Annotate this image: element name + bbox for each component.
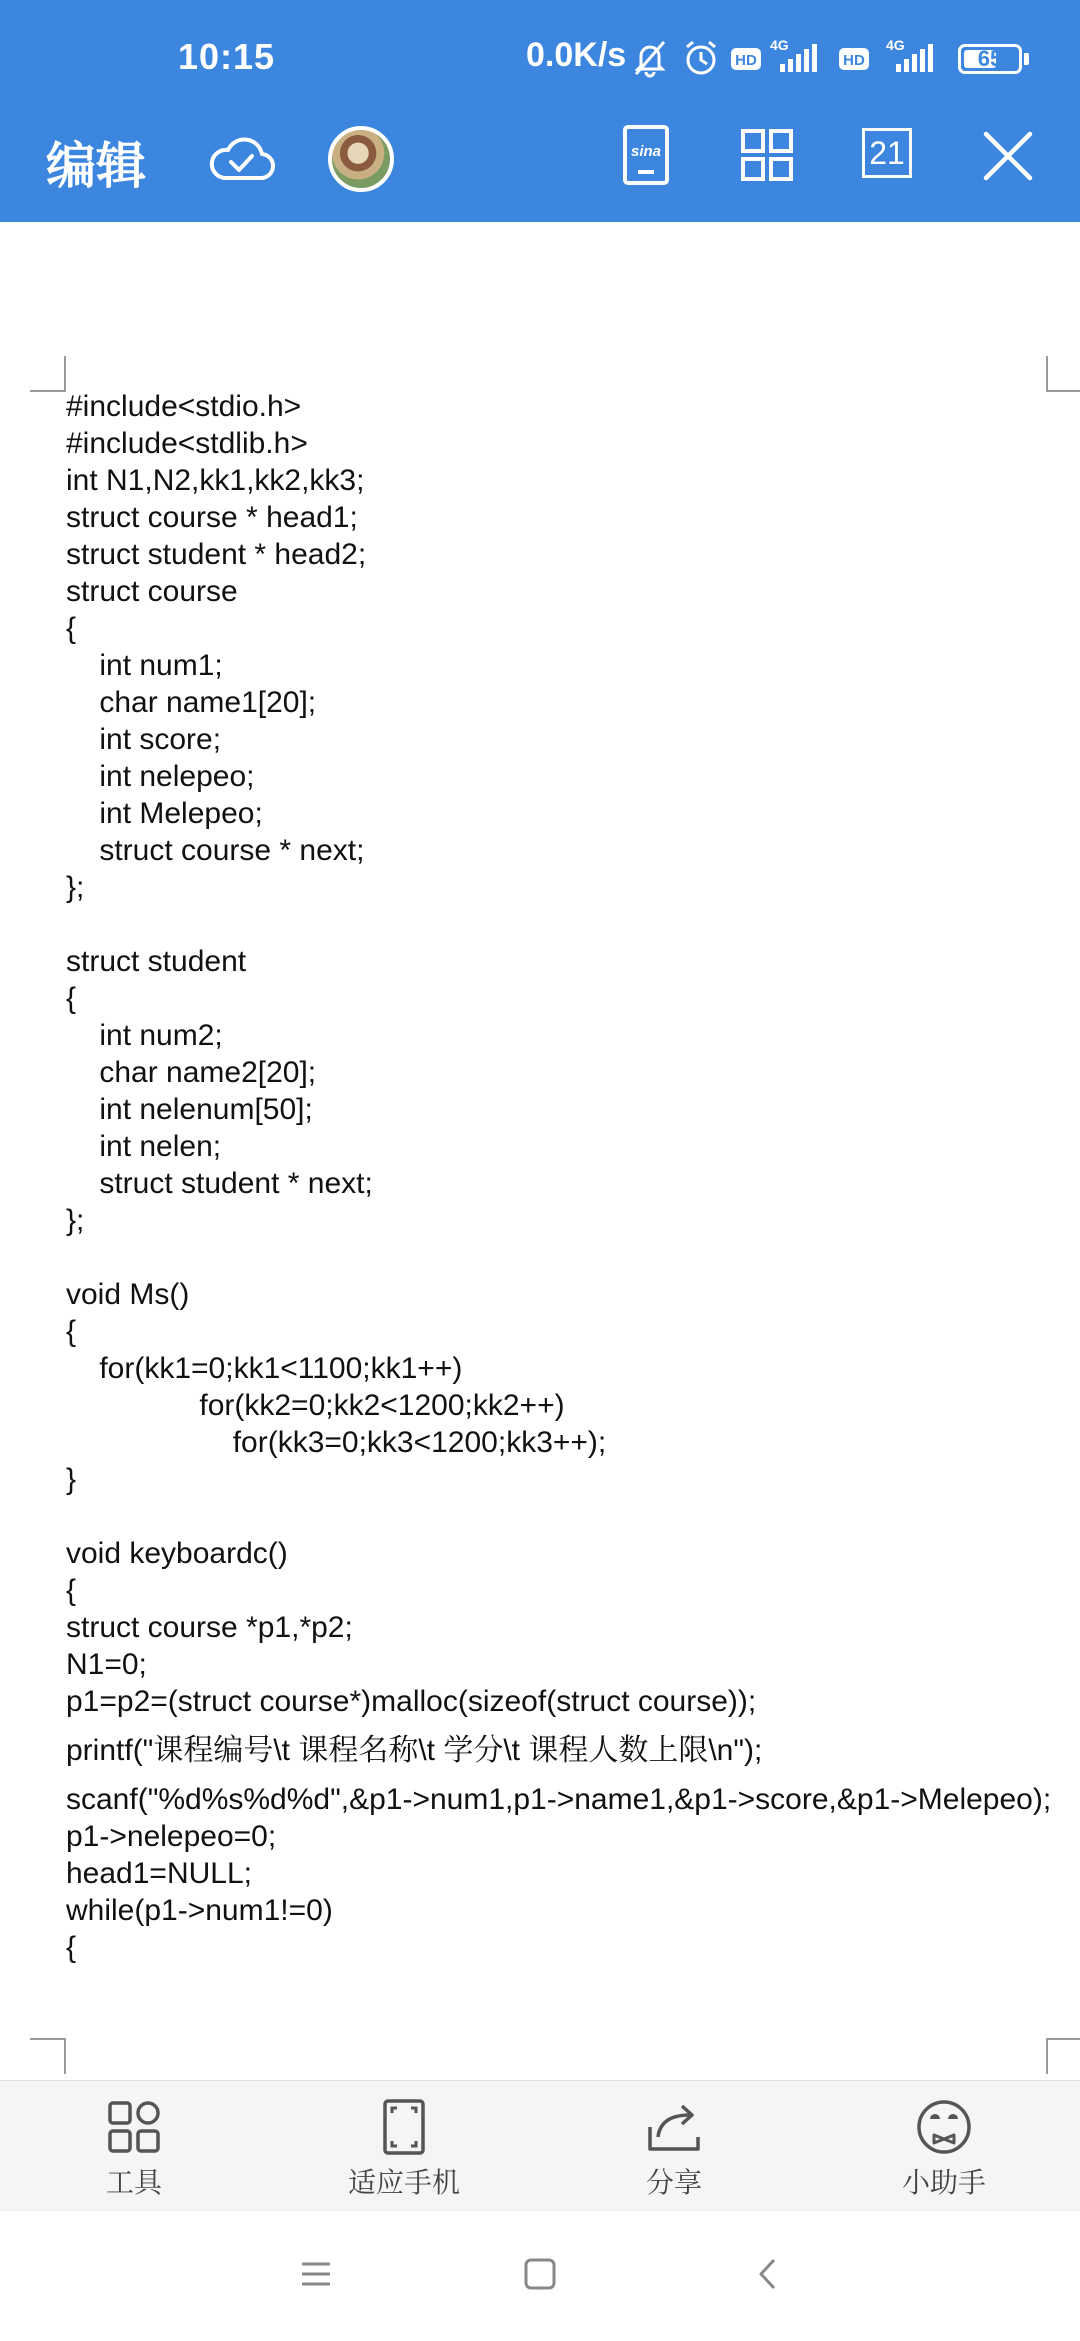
assistant-label: 小助手 bbox=[901, 2166, 986, 2199]
assistant-face-icon bbox=[914, 2097, 974, 2157]
code-line: int num1; bbox=[66, 649, 223, 682]
code-line: { bbox=[66, 612, 77, 645]
code-line: { bbox=[66, 1931, 77, 1964]
code-line: char name1[20]; bbox=[66, 686, 317, 719]
assistant-button[interactable] bbox=[844, 2081, 1044, 2211]
back-icon[interactable] bbox=[750, 2256, 786, 2292]
code-line: struct student * head2; bbox=[66, 538, 367, 571]
status-time: 10:15 bbox=[178, 36, 276, 77]
code-line: char name2[20]; bbox=[66, 1056, 317, 1089]
code-line: struct student * next; bbox=[66, 1167, 373, 1200]
tools-grid-icon bbox=[104, 2097, 164, 2157]
tools-button[interactable] bbox=[34, 2081, 234, 2211]
code-line: for(kk2=0;kk2<1200;kk2++) bbox=[66, 1389, 565, 1422]
code-line: int N1,N2,kk1,kk2,kk3; bbox=[66, 464, 365, 497]
hd-4g-signal-icon-2 bbox=[838, 38, 942, 78]
code-line: { bbox=[66, 1315, 77, 1348]
code-line: void keyboardc() bbox=[66, 1537, 288, 1570]
code-line: struct course * next; bbox=[66, 834, 365, 867]
svg-text:4G: 4G bbox=[886, 38, 905, 53]
hd-4g-signal-icon bbox=[730, 38, 826, 78]
menu-icon[interactable] bbox=[298, 2256, 334, 2292]
edit-button[interactable]: 编辑 bbox=[46, 137, 146, 195]
code-line: while(p1->num1!=0) bbox=[66, 1894, 333, 1927]
code-line: for(kk3=0;kk3<1200;kk3++); bbox=[66, 1426, 607, 1459]
svg-text:sina: sina bbox=[630, 143, 662, 160]
margin-mark-top-left bbox=[30, 356, 66, 392]
avatar[interactable] bbox=[328, 126, 394, 192]
code-line: struct course * head1; bbox=[66, 501, 358, 534]
code-line: struct student bbox=[66, 945, 247, 978]
code-line bbox=[66, 906, 1056, 943]
code-line: p1->nelepeo=0; bbox=[66, 1820, 277, 1853]
svg-text:HD: HD bbox=[843, 52, 865, 69]
margin-mark-bottom-right bbox=[1046, 2038, 1080, 2074]
code-line: N1=0; bbox=[66, 1648, 147, 1681]
cloud-sync-icon[interactable] bbox=[206, 130, 276, 186]
code-line: #include<stdio.h> bbox=[66, 390, 302, 423]
code-line: struct course *p1,*p2; bbox=[66, 1611, 353, 1644]
home-icon[interactable] bbox=[522, 2256, 558, 2292]
svg-text:HD: HD bbox=[735, 52, 757, 69]
close-icon[interactable] bbox=[982, 130, 1034, 182]
code-line: int nelenum[50]; bbox=[66, 1093, 313, 1126]
code-line bbox=[66, 1239, 1056, 1276]
code-line: void Ms() bbox=[66, 1278, 190, 1311]
code-line: scanf("%d%s%d%d",&p1->num1,p1->name1,&p1->score,&p1->Melepeo); bbox=[66, 1783, 1052, 1816]
svg-text:4G: 4G bbox=[770, 38, 789, 53]
code-line: #include<stdlib.h> bbox=[66, 427, 308, 460]
code-line: int nelepeo; bbox=[66, 760, 255, 793]
bottom-toolbar bbox=[0, 2080, 1080, 2211]
top-bar bbox=[0, 0, 1080, 222]
grid-view-icon[interactable] bbox=[740, 128, 794, 182]
code-line: { bbox=[66, 1574, 77, 1607]
fit-phone-label: 适应手机 bbox=[347, 2166, 460, 2199]
code-line: p1=p2=(struct course*)malloc(sizeof(struct course)); bbox=[66, 1685, 757, 1718]
network-speed: 0.0K/s bbox=[526, 36, 627, 74]
code-line: int score; bbox=[66, 723, 222, 756]
app-toolbar bbox=[0, 118, 1080, 222]
code-line: int nelen; bbox=[66, 1130, 222, 1163]
share-button[interactable] bbox=[574, 2081, 774, 2211]
code-line: int num2; bbox=[66, 1019, 223, 1052]
share-label: 分享 bbox=[645, 2166, 702, 2199]
code-line: }; bbox=[66, 871, 85, 904]
code-line: head1=NULL; bbox=[66, 1857, 252, 1890]
battery-icon bbox=[958, 44, 1022, 74]
page-number-button[interactable]: 21 bbox=[862, 128, 912, 178]
code-line: }; bbox=[66, 1204, 85, 1237]
document-code-text[interactable] bbox=[66, 388, 1056, 1966]
margin-mark-bottom-left bbox=[30, 2038, 66, 2074]
code-line: { bbox=[66, 982, 77, 1015]
code-line: } bbox=[66, 1463, 77, 1496]
tools-label: 工具 bbox=[105, 2166, 162, 2199]
code-line: struct course bbox=[66, 575, 238, 608]
status-bar bbox=[0, 0, 1080, 118]
mute-bell-icon bbox=[632, 38, 668, 78]
system-nav-bar bbox=[0, 2210, 1080, 2341]
share-icon bbox=[644, 2097, 704, 2157]
code-line: printf("课程编号\t 课程名称\t 学分\t 课程人数上限\n"); bbox=[66, 1734, 763, 1767]
fit-phone-icon bbox=[374, 2097, 434, 2157]
code-line: for(kk1=0;kk1<1100;kk1++) bbox=[66, 1352, 463, 1385]
sina-share-icon[interactable] bbox=[622, 124, 670, 186]
margin-mark-top-right bbox=[1046, 356, 1080, 392]
code-line: int Melepeo; bbox=[66, 797, 263, 830]
document-page[interactable] bbox=[0, 222, 1080, 2080]
battery-percent: 65 bbox=[977, 46, 1003, 71]
fit-phone-button[interactable] bbox=[304, 2081, 504, 2211]
battery-tip bbox=[1024, 53, 1029, 65]
code-line bbox=[66, 1498, 1056, 1535]
alarm-icon bbox=[682, 38, 720, 78]
